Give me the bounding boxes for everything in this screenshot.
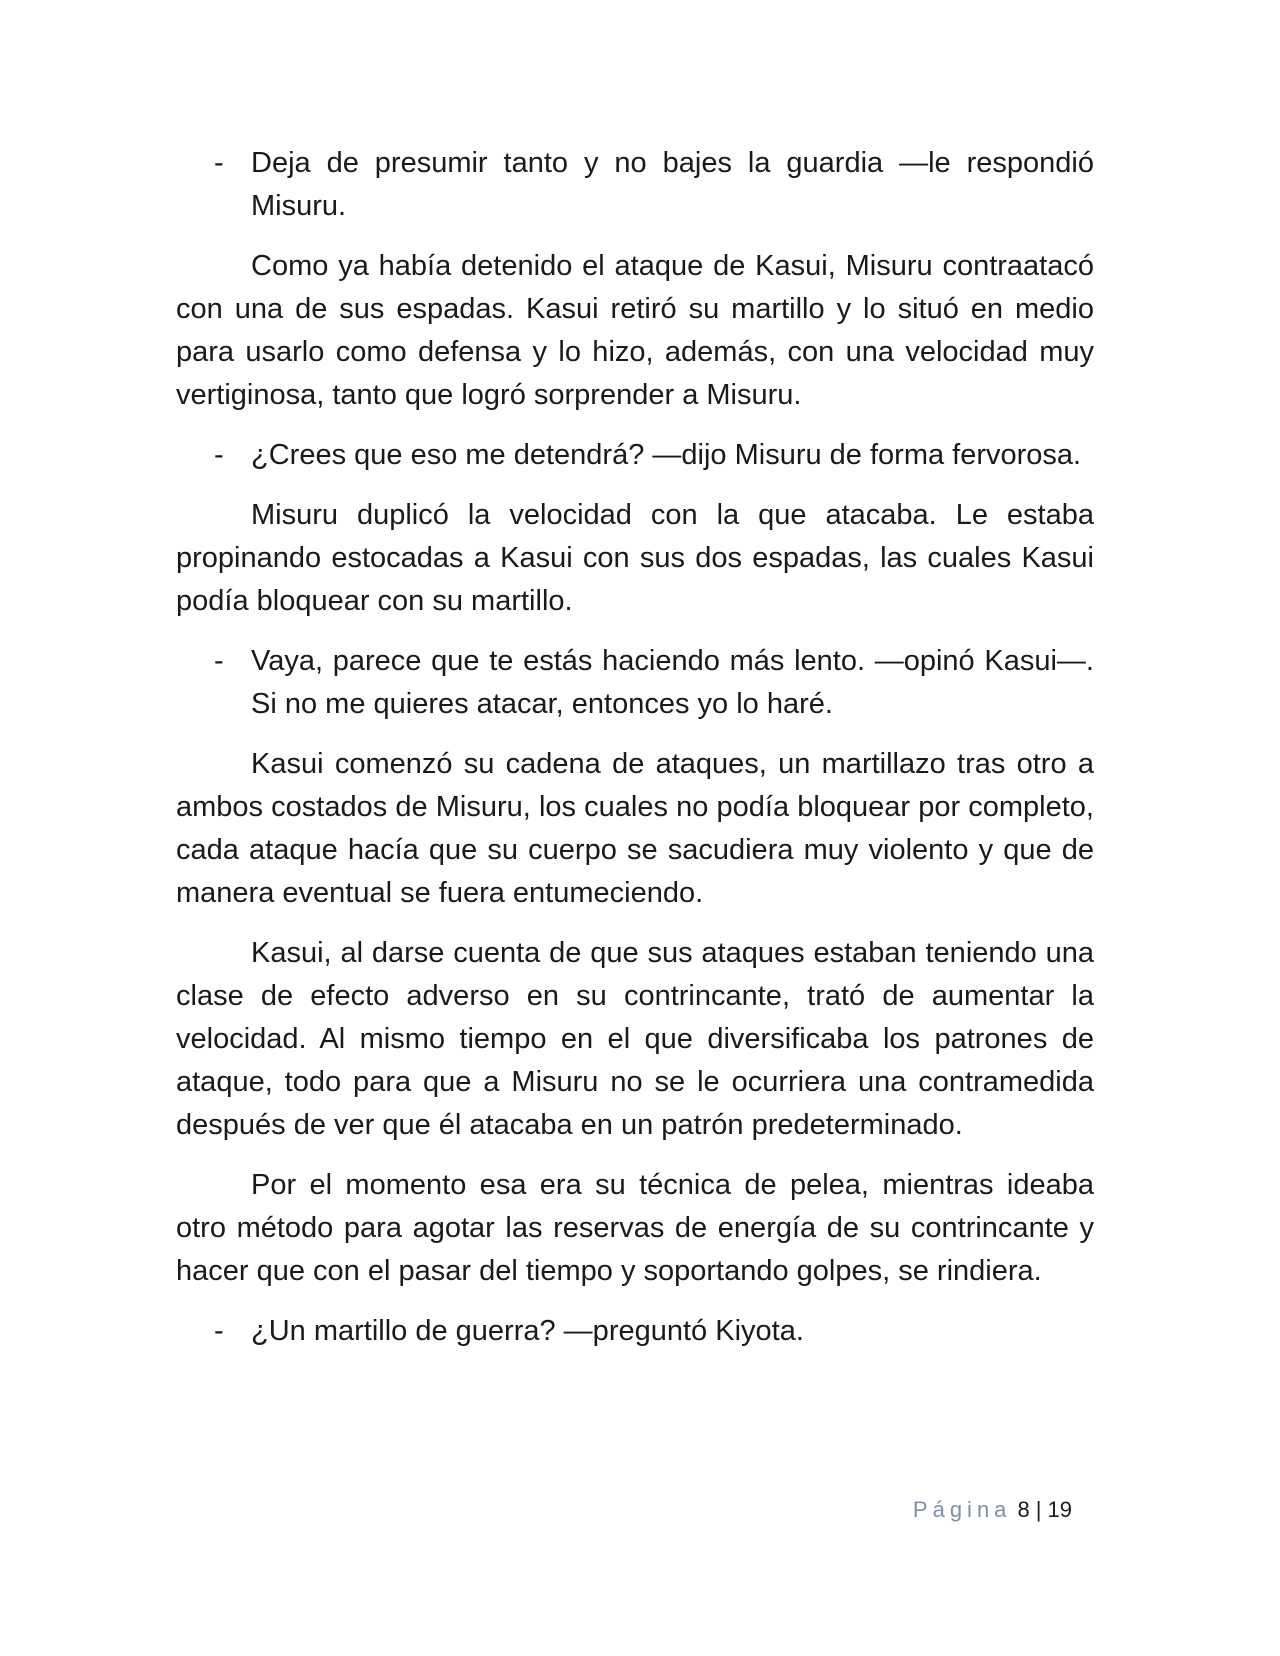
total-pages: 19 [1047, 1497, 1072, 1522]
dialogue-text: ¿Crees que eso me detendrá? —dijo Misuru de forma fervorosa. [251, 439, 1082, 471]
dialogue-dash: - [214, 1315, 224, 1347]
page-word: Página [912, 1497, 1012, 1522]
paragraph: Kasui comenzó su cadena de ataques, un martillazo tras otro a ambos costados de Misuru, los cuales no podía bloquear por completo, cada ataque hacía que su cuerpo se sacudiera muy violento y que de manera eventual se fuera entumeciendo. [176, 748, 1094, 909]
dialogue-dash: - [214, 439, 224, 471]
dialogue-text: Vaya, parece que te estás haciendo más lento. —opinó Kasui—. Si no me quieres atacar, entonces yo lo haré. [251, 645, 1094, 720]
dialogue-dash: - [214, 147, 224, 179]
dialogue-text: Deja de presumir tanto y no bajes la guardia —le respondió Misuru. [251, 147, 1094, 222]
dialogue-text: ¿Un martillo de guerra? —preguntó Kiyota. [251, 1315, 804, 1347]
dialogue-dash: - [214, 645, 224, 677]
page-separator: | [1035, 1497, 1042, 1522]
paragraph: Como ya había detenido el ataque de Kasui, Misuru contraatacó con una de sus espadas. Kasui retiró su martillo y lo situó en medio para usarlo como defensa y lo hizo, además, con una velocidad muy vertiginosa, tanto que logró sorprender a Misuru. [176, 250, 1094, 411]
paragraph: Kasui, al darse cuenta de que sus ataques estaban teniendo una clase de efecto adverso en su contrincante, trató de aumentar la velocidad. Al mismo tiempo en el que diversificaba los patrones de ataque, todo para que a Misuru no se le ocurriera una contramedida después de ver que él atacaba en un patrón predeterminado. [176, 937, 1094, 1141]
paragraph: Por el momento esa era su técnica de pelea, mientras ideaba otro método para agotar las reservas de energía de su contrincante y hacer que con el pasar del tiempo y soportando golpes, se rindiera. [176, 1169, 1094, 1287]
dialogue-line [176, 434, 1094, 477]
dialogue-line [176, 142, 1094, 228]
page-number: 8 [1017, 1497, 1030, 1522]
dialogue-line [176, 1310, 1094, 1353]
page-footer [913, 1496, 1072, 1524]
paragraph: Misuru duplicó la velocidad con la que atacaba. Le estaba propinando estocadas a Kasui con sus dos espadas, las cuales Kasui podía bloquear con su martillo. [176, 499, 1094, 617]
dialogue-line [176, 640, 1094, 726]
page-body [176, 142, 1094, 1370]
